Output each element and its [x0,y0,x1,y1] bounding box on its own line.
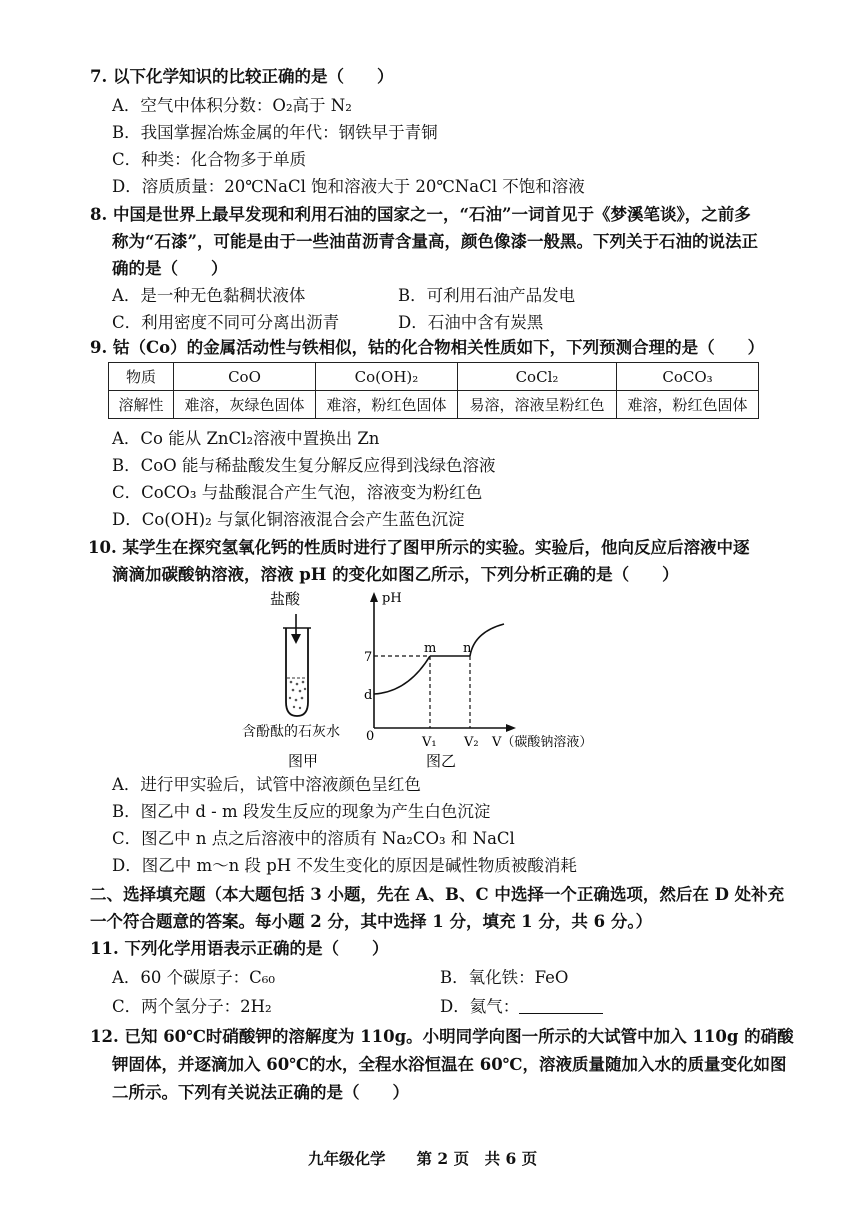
x-axis-arrow-icon [506,724,516,732]
q11-stem: 11. 下列化学用语表示正确的是（ ） [90,939,389,958]
table-cell: 难溶，灰绿色固体 [174,391,316,419]
q8-stem-line1: 8. 中国是世界上最早发现和利用石油的国家之一，“石油”一词首见于《梦溪笔谈》，之前多 [90,205,751,224]
table-row [109,391,759,419]
figure-jia [230,590,373,775]
curve-after-n [470,624,504,656]
q7-option-b: B．我国掌握冶炼金属的年代：钢铁早于青铜 [112,123,438,142]
figure-yi-ph-graph [360,588,620,774]
section2-heading-line1: 二、选择填充题（本大题包括 3 小题，先在 A、B、C 中选择一个正确选项，然后在 D 处补充 [90,885,785,904]
q8-option-c: C．利用密度不同可分离出沥青 [112,313,340,332]
fig-jia-top-label: 盐酸 [270,590,301,608]
q10-option-d: D．图乙中 m～n 段 pH 不发生变化的原因是碱性物质被酸消耗 [112,856,577,875]
curve-d-m [374,656,430,694]
table-cell: 易溶，溶液呈粉红色 [457,391,616,419]
fig-jia-bottom-label: 含酚酞的石灰水 [242,724,340,740]
table-cell: Co(OH)₂ [315,363,457,391]
x-axis-label: V（碳酸钠溶液） [492,735,593,750]
q10-option-c: C．图乙中 n 点之后溶液中的溶质有 Na₂CO₃ 和 NaCl [112,829,515,848]
q8-option-d: D．石油中含有炭黑 [398,313,544,332]
answer-blank [519,997,603,1014]
origin-label: 0 [366,729,375,744]
y-axis-label: pH [382,591,402,606]
q10-option-b: B．图乙中 d - m 段发生反应的现象为产生白色沉淀 [112,802,491,821]
q7-option-c: C．种类：化合物多于单质 [112,150,307,169]
table-cell: CoCO₃ [616,363,758,391]
table-cell: 溶解性 [109,391,174,419]
table-header-row [109,363,759,391]
q8-option-a: A．是一种无色黏稠状液体 [112,286,306,305]
table-cell: CoCl₂ [457,363,616,391]
point-m-label: m [424,641,437,656]
liquid-dots [289,681,306,710]
q10-option-a: A．进行甲实验后，试管中溶液颜色呈红色 [112,775,421,794]
q11-option-b: B．氧化铁：FeO [440,968,569,987]
table-cell: 难溶，粉红色固体 [315,391,457,419]
q12-stem-line2: 钾固体，并逐滴加入 60℃的水，全程水浴恒温在 60℃，溶液质量随加入水的质量变化如图 [112,1055,787,1074]
q7-option-d: D．溶质质量：20℃NaCl 饱和溶液大于 20℃NaCl 不饱和溶液 [112,177,585,196]
q9-option-b: B．CoO 能与稀盐酸发生复分解反应得到浅绿色溶液 [112,456,496,475]
q9-option-a: A．Co 能从 ZnCl₂溶液中置换出 Zn [112,429,380,448]
q11-option-c: C．两个氢分子：2H₂ [112,997,272,1016]
table-cell: CoO [174,363,316,391]
cobalt-properties-table [108,362,759,419]
point-d-label: d [364,688,373,703]
q7-stem: 7. 以下化学知识的比较正确的是（ ） [90,67,394,86]
q8-stem-line2: 称为“石漆”，可能是由于一些油苗沥青含量高，颜色像漆一般黑。下列关于石油的说法正 [112,232,758,251]
v2-label: V₂ [464,735,479,750]
table-cell: 难溶，粉红色固体 [616,391,758,419]
q10-stem-line2: 滴滴加碳酸钠溶液，溶液 pH 的变化如图乙所示，下列分析正确的是（ ） [112,565,679,584]
q8-option-b: B．可利用石油产品发电 [398,286,576,305]
q9-option-c: C．CoCO₃ 与盐酸混合产生气泡，溶液变为粉红色 [112,483,483,502]
fig-yi-caption: 图乙 [426,752,457,770]
tick-7-label: 7 [364,650,373,665]
page-footer: 九年级化学 第 2 页 共 6 页 [308,1149,538,1168]
section2-heading-line2: 一个符合题意的答案。每小题 2 分，其中选择 1 分，填充 1 分，共 6 分。） [90,912,653,931]
fig-jia-caption: 图甲 [288,752,319,770]
point-n-label: n [463,641,472,656]
q7-option-a: A．空气中体积分数：O₂高于 N₂ [112,96,352,115]
q11-option-a: A．60 个碳原子：C₆₀ [112,968,276,987]
q12-stem-line1: 12. 已知 60℃时硝酸钾的溶解度为 110g。小明同学向图一所示的大试管中加入 110g 的硝酸 [90,1027,794,1046]
q11-option-d-text: D．氦气： [440,997,520,1016]
q12-stem-line3: 二所示。下列有关说法正确的是（ ） [112,1083,409,1102]
q8-stem-line3: 确的是（ ） [112,259,228,278]
v1-label: V₁ [422,735,437,750]
q11-option-d [440,996,603,1018]
q9-stem: 9. 钴（Co）的金属活动性与铁相似，钴的化合物相关性质如下，下列预测合理的是（ ） [90,338,765,357]
y-axis-arrow-icon [370,592,378,602]
q10-stem-line1: 10. 某学生在探究氢氧化钙的性质时进行了图甲所示的实验。实验后，他向反应后溶液中逐 [88,538,750,557]
arrow-head-icon [291,634,301,644]
table-cell: 物质 [109,363,174,391]
q9-option-d: D．Co(OH)₂ 与氯化铜溶液混合会产生蓝色沉淀 [112,510,465,529]
